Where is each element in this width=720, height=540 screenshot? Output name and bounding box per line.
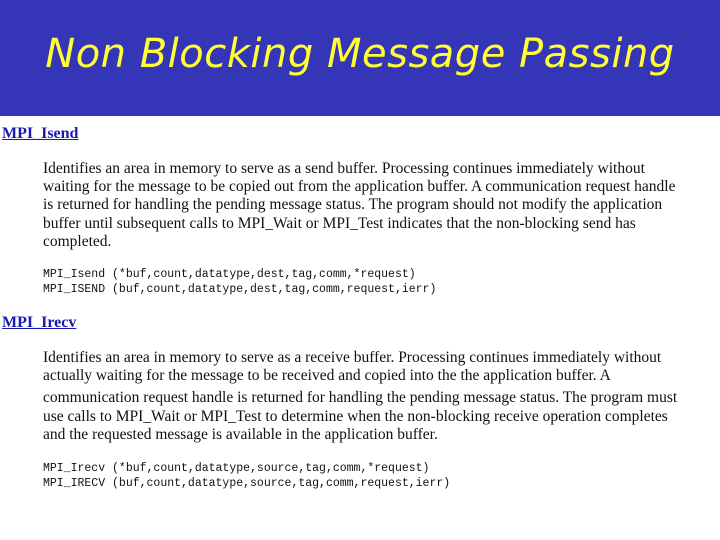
mpi-irecv-description-line: actually waiting for the message to be received and copied into the the application buffer. A <box>43 367 611 385</box>
mpi-irecv-description <box>43 349 718 444</box>
mpi-isend-code-block <box>43 267 436 297</box>
mpi-irecv-description-line: communication request handle is returned for handling the pending message status. The program must <box>43 389 678 407</box>
mpi-isend-description-line: is returned for handling the pending message status. The program should not modify the application <box>43 196 663 214</box>
mpi-isend-description-line: completed. <box>43 232 112 250</box>
mpi-irecv-code-block <box>43 461 450 491</box>
mpi-isend-description <box>43 160 718 251</box>
mpi-isend-description-line: buffer until subsequent calls to MPI_Wait or MPI_Test indicates that the non-blocking send has <box>43 214 636 232</box>
mpi-isend-link[interactable]: MPI_Isend <box>2 125 79 142</box>
mpi-irecv-link[interactable]: MPI_Irecv <box>2 314 77 331</box>
mpi-isend-fortran-signature: MPI_ISEND (buf,count,datatype,dest,tag,comm,request,ierr) <box>43 283 437 296</box>
mpi-irecv-description-line: Identifies an area in memory to serve as a receive buffer. Processing continues immediately without <box>43 349 662 366</box>
mpi-irecv-c-signature: MPI_Irecv (*buf,count,datatype,source,tag,comm,*request) <box>43 462 430 475</box>
mpi-irecv-description-line: use calls to MPI_Wait or MPI_Test to determine when the non-blocking receive operation completes <box>43 407 668 425</box>
mpi-isend-c-signature: MPI_Isend (*buf,count,datatype,dest,tag,comm,*request) <box>43 268 416 281</box>
slide-title: Non Blocking Message Passing <box>45 31 675 77</box>
title-band <box>0 0 720 116</box>
mpi-irecv-fortran-signature: MPI_IRECV (buf,count,datatype,source,tag,comm,request,ierr) <box>43 477 451 490</box>
mpi-irecv-description-line: and the requested message is available in the application buffer. <box>43 425 438 443</box>
mpi-isend-description-line: waiting for the message to be copied out from the application buffer. A communication request handle <box>43 178 676 196</box>
mpi-isend-description-line: Identifies an area in memory to serve as a send buffer. Processing continues immediately without <box>43 160 645 177</box>
